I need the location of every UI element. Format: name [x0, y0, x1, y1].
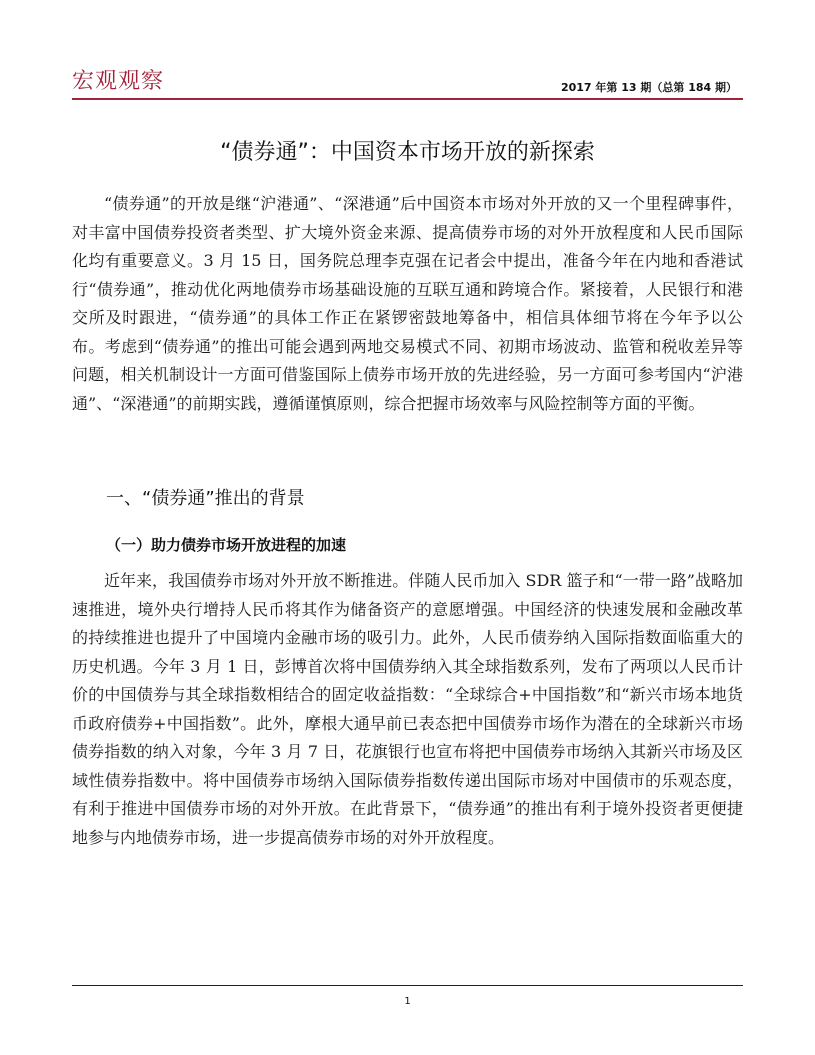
issue-number: 2017 年第 13 期（总第 184 期）	[560, 81, 737, 94]
article-title: “债券通”：中国资本市场开放的新探索	[220, 140, 595, 165]
subsection-heading: （一）助力债券市场开放进程的加速	[106, 536, 347, 554]
header-divider	[72, 98, 743, 100]
publication-title: 宏观观察	[72, 69, 165, 94]
footer-divider	[72, 985, 743, 986]
body-paragraph: 近年来，我国债券市场对外开放不断推进。伴随人民币加入 SDR 篮子和“一带一路”战略加速推进，境外央行增持人民币将其作为储备资产的意愿增强。中国经济的快速发展和金融改革的持续推进也提升了中国境内金融市场的吸引力。此外，人民币债券纳入国际指数面临重大的历史机遇。今年 3 月 1 日，彭博首次将中国债券纳入其全球指数系列，发布了两项以人民币计价的中国债券与其全球指数相结合的固定收益指数：“全球综合+中国指数”和“新兴市场本地货币政府债券+中国指数”。此外，摩根大通早前已表态把中国债券市场作为潜在的全球新兴市场债券指数的纳入对象，今年 3 月 7 日，花旗银行也宣布将把中国债券市场纳入其新兴市场及区域性债券指数中。将中国债券市场纳入国际债券指数传递出国际市场对中国债市的乐观态度，有利于推进中国债券市场的对外开放。在此背景下，“债券通”的推出有利于境外投资者更便捷地参与内地债券市场，进一步提高债券市场的对外开放程度。	[72, 571, 743, 847]
section-heading: 一、“债券通”推出的背景	[106, 488, 305, 509]
intro-paragraph: “债券通”的开放是继“沪港通”、“深港通”后中国资本市场对外开放的又一个里程碑事件，对丰富中国债券投资者类型、扩大境外资金来源、提高债券市场的对外开放程度和人民币国际化均有重要意义。3 月 15 日，国务院总理李克强在记者会中提出，准备今年在内地和香港试行“债券通”，推动优化两地债券市场基础设施的互联互通和跨境合作。紧接着，人民银行和港交所及时跟进，“债券通”的具体工作正在紧锣密鼓地筹备中，相信具体细节将在今年予以公布。考虑到“债券通”的推出可能会遇到两地交易模式不同、初期市场波动、监管和税收差异等问题，相关机制设计一方面可借鉴国际上债券市场开放的先进经验，另一方面可参考国内“沪港通”、“深港通”的前期实践，遵循谨慎原则，综合把握市场效率与风险控制等方面的平衡。	[72, 194, 743, 413]
page-header	[72, 68, 743, 100]
page-number: 1	[404, 996, 411, 1007]
